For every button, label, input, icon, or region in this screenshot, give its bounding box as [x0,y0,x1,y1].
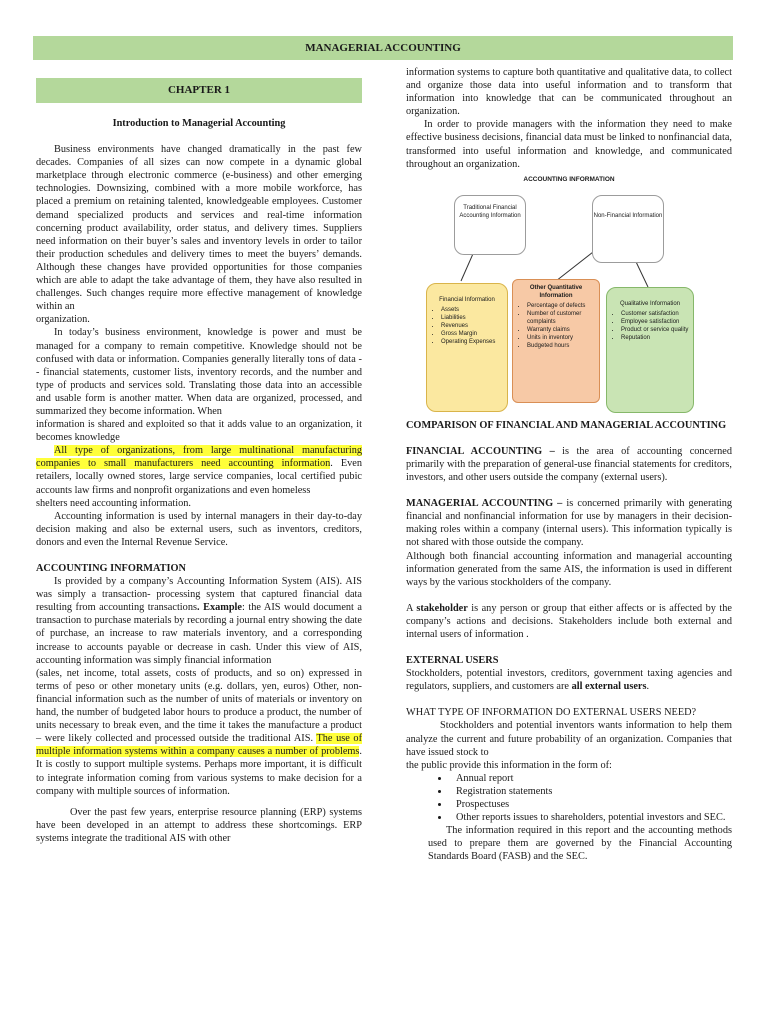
non-financial-box: Non-Financial Information [592,195,664,263]
paragraph-text: is concerned primarily with generating financial and nonfinancial information for use by managers in their decision-making roles within a company (internal users). This information typically is not shared with those outside the company. [406,498,732,549]
list-item: • Employee satisfaction [621,318,693,326]
paragraph-text: : the AIS would document a transaction to purchase materials by recording a journal entry showing the date of purchase, an increase to raw materials inventory, and a corresponding increase to accounts payable or decrease in cash. Under this view of AIS, accounting information was simply financial information [36,602,362,666]
bold-term: all external users [571,681,647,693]
paragraph-text: Is provided by a company’s Accounting Information System (AIS). AIS was simply a transaction- processing system that captured financial data resulting from accounting transactions [36,576,362,614]
intro-title: Introduction to Managerial Accounting [112,118,286,129]
section-heading-accounting-information: ACCOUNTING INFORMATION [36,563,186,574]
paragraph-text: is any person or group that either affects or is affected by the company’s actions and decisions. Stakeholders include both external and internal users of information . [406,602,732,640]
paragraph-text: . [646,681,650,693]
paragraph-knowledge-definition: information is shared and exploited so that it adds value to an organization, it becomes knowledge [36,419,362,444]
paragraph-text: . Even retailers, locally owned stores, large service companies, local certified pubic accounts law firms and nonprofit organizations and even homeless [36,458,362,496]
paragraph-fasb: The information required in this report and the accounting methods used to prepare them are governed by the Financial Accounting Standards Board (FASB) and the SEC. [428,825,732,863]
list-item: • Gross Margin [441,330,507,338]
list-item: • Percentage of defects [527,302,599,310]
paragraph-both-accounting: Although both financial accounting information and managerial accounting information generated from the same AIS, the information is used in different ways by the various stockholders of the company. [406,550,732,588]
list-item: • Customer satisfaction [621,310,693,318]
section-heading-information-need: WHAT TYPE OF INFORMATION DO EXTERNAL USERS NEED? [406,707,697,719]
bold-text: Example [199,602,242,614]
list-item: • Warranty claims [527,326,599,334]
traditional-financial-box: Traditional Financial Accounting Information [454,195,526,255]
paragraph-shelters: shelters need accounting information. [36,497,191,509]
highlighted-text: All type of organizations, from large multinational manufacturing companies to small manufacturers need accounting information [36,445,362,470]
paragraph-internal-managers: Accounting information is used by internal managers in their day-to-day decision making and also be external users, such as inventors, creditors, donors and even the Internal Revenue Service. [36,510,362,548]
paragraph-erp: Over the past few years, enterprise resource planning (ERP) systems have been developed in an attempt to address these shortcomings. ERP systems integrate the traditional AIS with other [36,806,362,844]
right-column [406,66,732,863]
paragraph-all-organizations [36,444,362,496]
bold-text: . [196,602,200,614]
qualitative-information-title: Qualitative Information [619,300,681,307]
paragraph-stockholders: Stockholders and potential inventors wants information to help them analyze the current and future probability of an organization. Companies that have issued stock to [406,720,732,758]
diagram-title: ACCOUNTING INFORMATION [523,175,615,183]
other-quantitative-box [512,279,600,403]
paragraph-text: . It is costly to support multiple systems. Perhaps more important, it is difficult to integrate information coming from various systems to make decision for a company with multiple sources of information. [36,746,362,797]
paragraph-text: (sales, net income, total assets, costs of products, and so on) expressed in terms of peso or other monetary units (e.g. dollars, yen, euros) Other, non-financial information such as the number of units of materials or inventory on hand, the number of budgeted labor hours to produce a product, the number of units necessary to break even, and the time it takes the manufacture a product – were likely collected and processed outside the traditional AIS. [36,667,362,745]
financial-information-title: Financial Information [439,296,495,303]
paragraph-nonfinancial [36,667,362,798]
list-item: • Registration statements [450,785,732,798]
section-heading-comparison: COMPARISON OF FINANCIAL AND MANAGERIAL ACCOUNTING [406,419,727,431]
paragraph-organization: organization. [36,314,90,326]
list-item: • Units in inventory [527,334,599,342]
accounting-information-diagram [406,171,732,419]
paragraph-ais [36,575,362,667]
financial-information-box [426,283,508,412]
paragraph-external-users [406,667,732,693]
paragraph-information-systems: information systems to capture both quantitative and qualitative data, to collect and organize those data into useful information and to transform that information into knowledge that can be communicated throughout an organization. [406,67,732,118]
list-item: • Prospectuses [450,798,732,811]
highlighted-text: The use of multiple information systems within a company causes a number of problems [36,733,362,758]
other-quantitative-title: Other Quantitative Information [529,284,583,299]
list-item: • Liabilities [441,314,507,322]
list-item: • Reputation [621,334,693,342]
paragraph-text: A [406,602,417,614]
list-item: • Assets [441,306,507,314]
bold-term: stakeholder [416,602,468,614]
section-heading-external-users: EXTERNAL USERS [406,655,499,667]
list-item: • Operating Expenses [441,338,507,346]
bold-term: MANAGERIAL ACCOUNTING – [406,498,563,510]
list-item: • Number of customer complaints [527,310,599,326]
paragraph-public-provide: the public provide this information in the form of: [406,759,612,771]
paragraph-managers-need: In order to provide managers with the information they need to make effective business decisions, financial data must be linked to nonfinancial data, transformed into useful information and knowledge, and communicated throughout an organization. [406,119,732,170]
list-item: • Other reports issues to shareholders, potential investors and SEC. [450,811,732,824]
paragraph-business-environments: Business environments have changed dramatically in the past few decades. Companies of all sizes can now compete in a dynamic global marketplace through electronic commerce (e-business) and other emerging technologies. Downsizing, combined with a more mobile workforce, has placed a premium on retaining talented, knowledgeable employees. Customer demand specialized products and services and real-time information concerning product availability, order status, and delivery times. Suppliers need information on their buyer’s sales and inventory levels in order to tailor their production schedules and delivery times to meet the buyers’ demands. Although these changes have provided opportunities for those companies which are able to adapt the take advantage of them, they have also resulted in challenges. Such changes require more effective management of knowledge within an [36,144,362,313]
list-item: • Product or service quality [621,326,693,334]
page-title-banner: MANAGERIAL ACCOUNTING [33,36,733,60]
bold-term: FINANCIAL ACCOUNTING – [406,445,555,457]
paragraph-managerial-accounting [406,497,732,549]
paragraph-text: Stockholders, potential investors, creditors, government taxing agencies and regulators, suppliers, and customers are [406,668,732,693]
paragraph-knowledge-power: In today’s business environment, knowledge is power and must be managed for a company to remain competitive. Knowledge should not be confused with data or information. Companies generally literally tons of data - - financial statements, customer lists, inventory records, and the number and type of products and services sold. Translating those data into an accessible and usable form is another matter. When data are organized, processed, and summarized they become information. When [36,327,362,417]
list-item: • Revenues [441,322,507,330]
paragraph-text: is the area of accounting concerned primarily with the preparation of general-use financial statements for creditors, investors, and other users outside the company (external users). [406,445,732,484]
list-item: • Budgeted hours [527,342,599,350]
paragraph-financial-accounting [406,445,732,484]
chapter-heading: CHAPTER 1 [36,78,362,103]
left-column [36,78,362,845]
report-list [406,772,732,824]
list-item: • Annual report [450,772,732,785]
qualitative-information-box [606,287,694,413]
paragraph-stakeholder [406,602,732,641]
